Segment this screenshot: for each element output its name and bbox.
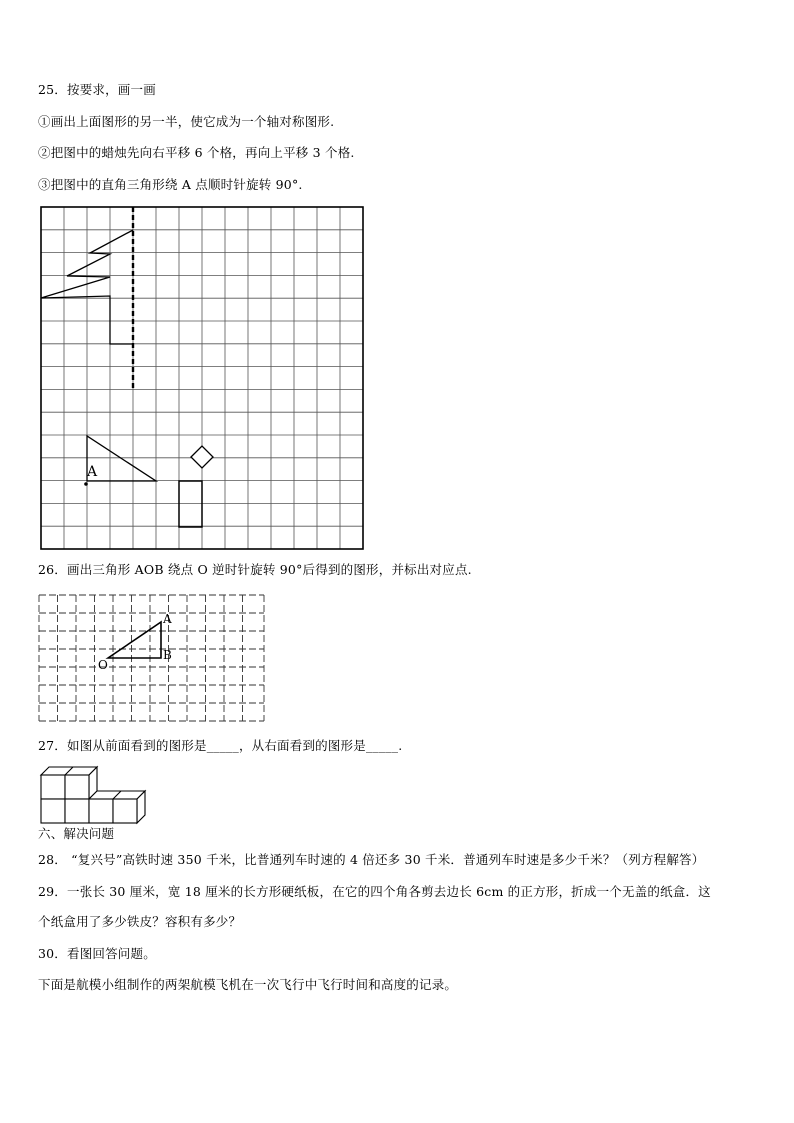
q27-title: 27．如图从前面看到的图形是_____，从右面看到的图形是_____. bbox=[38, 738, 403, 753]
point-a-label: A bbox=[87, 464, 98, 480]
q29-line-2: 个纸盒用了多少铁皮？容积有多少？ bbox=[38, 914, 242, 929]
point-a-dot bbox=[84, 482, 88, 486]
label-a: A bbox=[163, 612, 172, 626]
q30-intro: 下面是航模小组制作的两架航模飞机在一次飞行中飞行时间和高度的记录。 bbox=[38, 977, 458, 992]
q26-grid-figure bbox=[36, 592, 270, 724]
q27-cubes-figure bbox=[38, 764, 150, 826]
q29-line-1: 29．一张长 30 厘米，宽 18 厘米的长方形硬纸板，在它的四个角各剪去边长 6cm 的正方形，折成一个无盖的纸盒．这 bbox=[38, 884, 711, 899]
label-o: O bbox=[98, 658, 108, 672]
q28-text: 28． “复兴号”高铁时速 350 千米，比普通列车时速的 4 倍还多 30 千米．普通列车时速是多少千米？（列方程解答） bbox=[38, 852, 705, 867]
q30-title: 30．看图回答问题。 bbox=[38, 946, 156, 961]
q25-step-2: ②把图中的蜡烛先向右平移 6 个格，再向上平移 3 个格. bbox=[38, 145, 355, 160]
q26-title: 26．画出三角形 AOB 绕点 O 逆时针旋转 90°后得到的图形，并标出对应点. bbox=[38, 562, 472, 577]
candle-flame bbox=[191, 446, 213, 468]
q25-title: 25．按要求，画一画 bbox=[38, 82, 156, 97]
label-b: B bbox=[163, 648, 172, 662]
q25-grid-figure bbox=[38, 204, 366, 552]
q25-step-3: ③把图中的直角三角形绕 A 点顺时针旋转 90°. bbox=[38, 177, 303, 192]
q25-step-1: ①画出上面图形的另一半，使它成为一个轴对称图形. bbox=[38, 114, 335, 129]
triangle-aob bbox=[108, 622, 161, 658]
candle-body bbox=[179, 481, 202, 527]
right-triangle bbox=[87, 436, 156, 481]
section-6-heading: 六、解决问题 bbox=[38, 826, 115, 841]
